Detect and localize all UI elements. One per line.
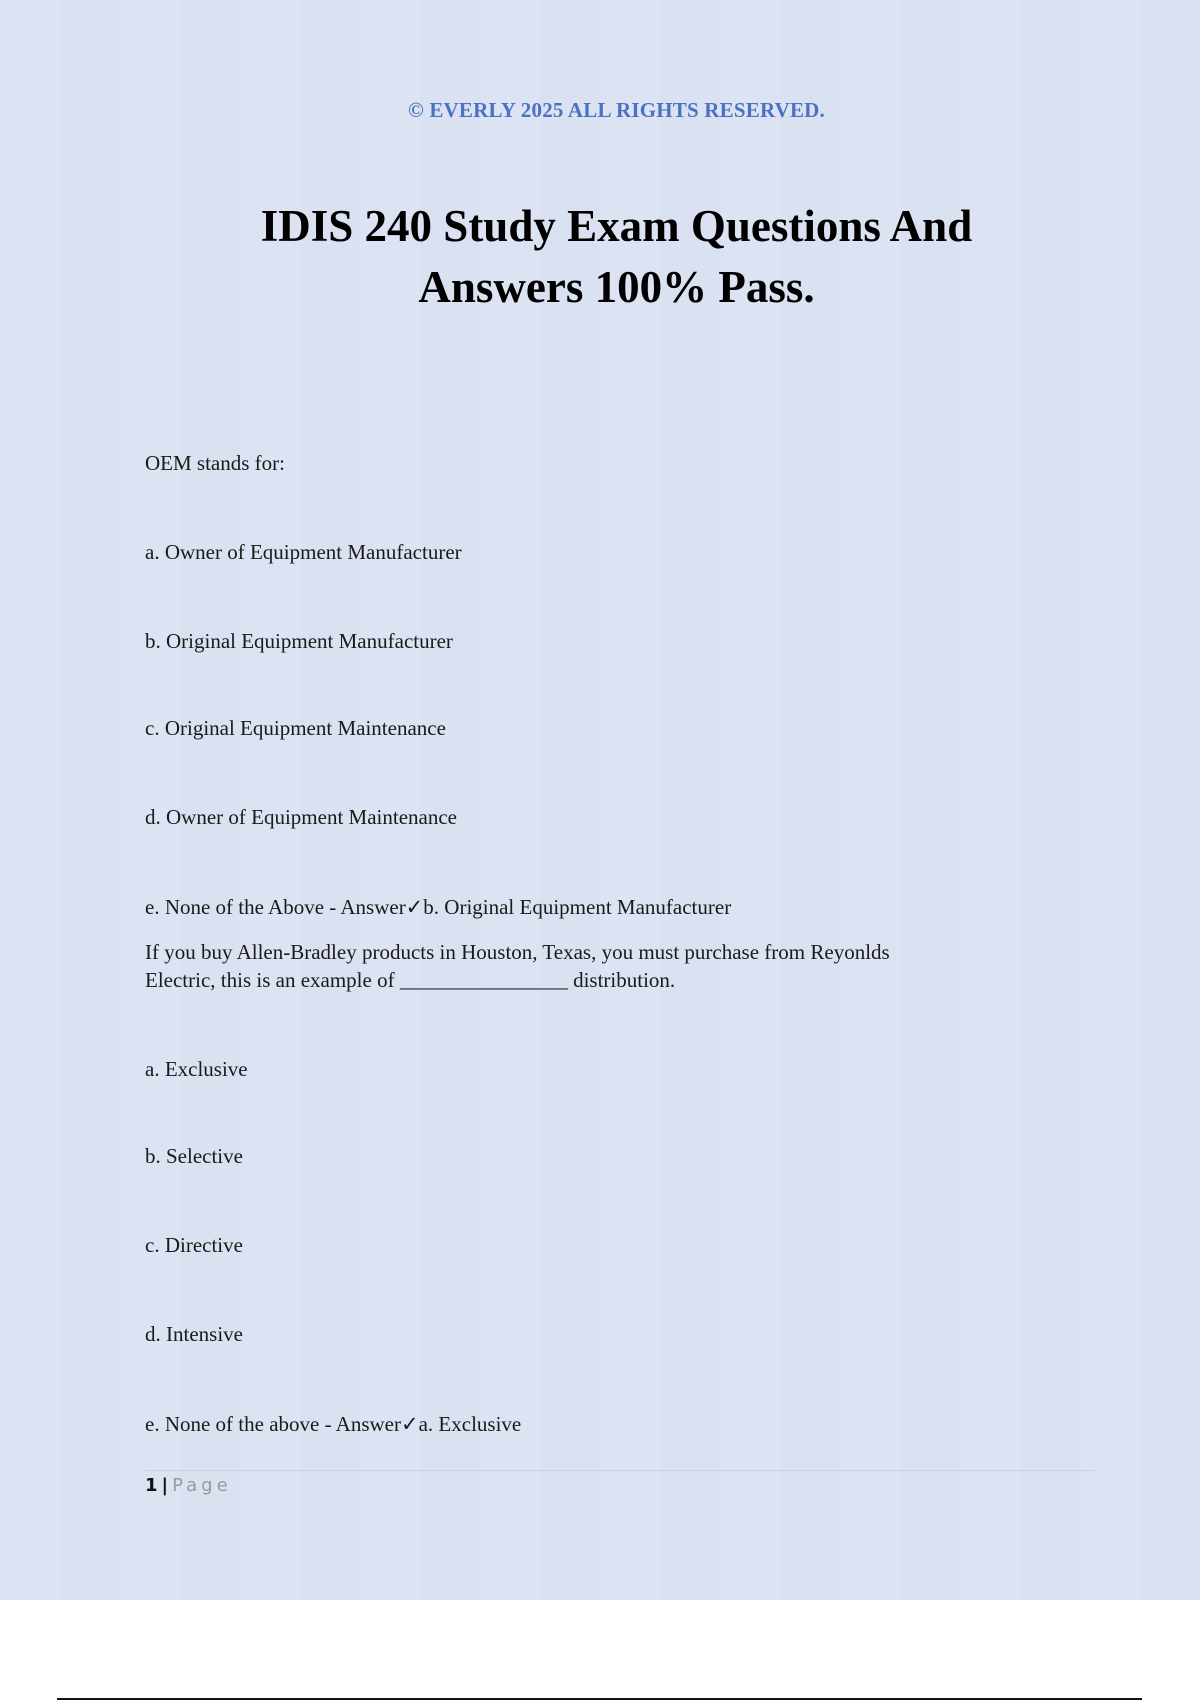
page-label: Page xyxy=(172,1475,232,1496)
question-1-option-c: c. Original Equipment Maintenance xyxy=(145,716,446,740)
page-separator: | xyxy=(161,1475,169,1496)
copyright-notice: © EVERLY 2025 ALL RIGHTS RESERVED. xyxy=(408,98,825,122)
question-2-prompt xyxy=(145,938,1045,994)
question-2-prompt-line-2: Electric, this is an example of ________________ distribution. xyxy=(145,968,676,992)
question-2-option-d: d. Intensive xyxy=(145,1322,243,1346)
question-2-option-c: c. Directive xyxy=(145,1233,243,1257)
document-title xyxy=(0,196,1200,318)
page-footer xyxy=(145,1475,232,1497)
question-2-option-a: a. Exclusive xyxy=(145,1057,248,1081)
question-2-answer: e. None of the above - Answer✓a. Exclusive xyxy=(145,1412,522,1436)
document-title-line-2: Answers 100% Pass. xyxy=(418,262,815,312)
question-1-option-b: b. Original Equipment Manufacturer xyxy=(145,629,453,653)
question-1-prompt: OEM stands for: xyxy=(145,451,285,475)
footer-divider xyxy=(145,1470,1095,1471)
question-2-option-b: b. Selective xyxy=(145,1144,243,1168)
question-1-option-d: d. Owner of Equipment Maintenance xyxy=(145,805,457,829)
question-1-answer: e. None of the Above - Answer✓b. Original Equipment Manufacturer xyxy=(145,895,732,919)
page-number: 1 xyxy=(145,1475,158,1496)
question-1-option-a: a. Owner of Equipment Manufacturer xyxy=(145,540,462,564)
question-2-prompt-line-1: If you buy Allen-Bradley products in Houston, Texas, you must purchase from Reyonlds xyxy=(145,940,890,964)
document-title-line-1: IDIS 240 Study Exam Questions And xyxy=(260,201,973,251)
